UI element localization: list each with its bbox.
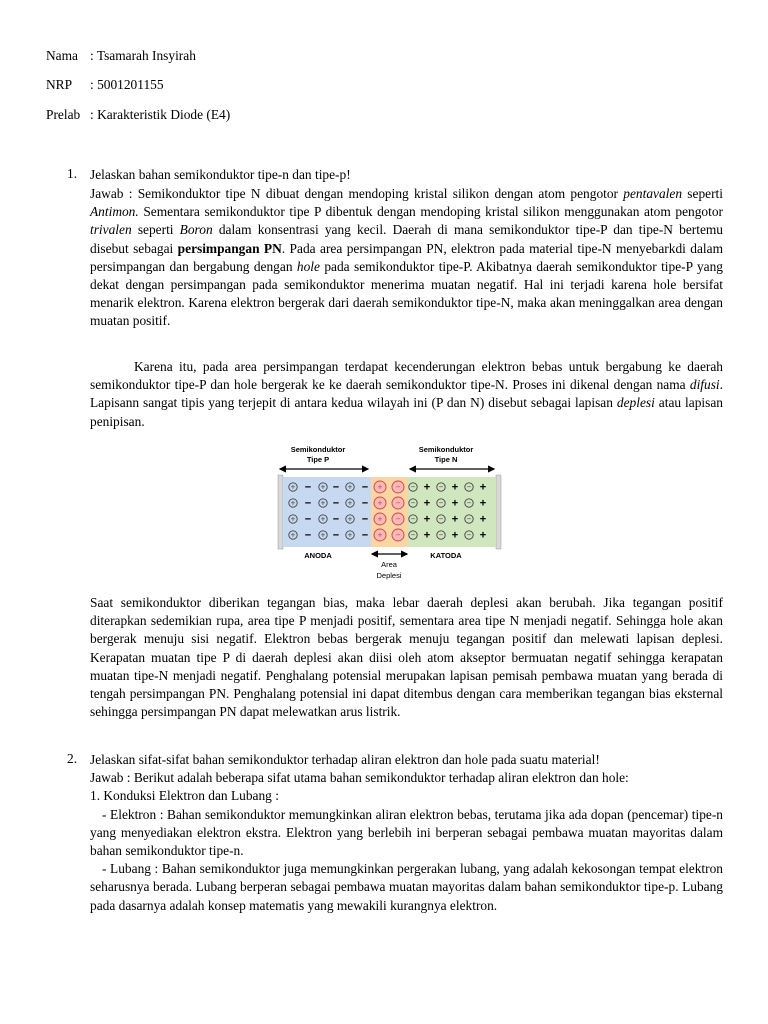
text-span: dalam konsentrasi yang kecil. Daerah di mana semikonduktor tipe-P dan tipe-N bertemu disebut sebagai — [90, 222, 723, 256]
nrp-label: NRP — [46, 77, 73, 92]
donor-ion-sign: − — [466, 514, 472, 524]
text-span: Karena itu, pada area persimpangan terdapat kecenderungan elektron bebas untuk bergabung ke daerah semikonduktor tipe-P dan hole bergerak ke ke daerah semikonduktor tipe-N. Proses ini dikenal dengan nama — [90, 359, 723, 393]
term-persimpangan-pn: persimpangan PN — [177, 240, 282, 256]
hole-minus: − — [304, 529, 312, 542]
text-span: seperti — [131, 222, 180, 238]
term-deplesi: deplesi — [616, 395, 655, 411]
area-label-line1: Area — [381, 560, 397, 569]
area-label-line2: Deplesi — [376, 571, 402, 580]
acceptor-ion-sign: + — [290, 498, 296, 508]
electron-plus: + — [451, 497, 459, 510]
acceptor-ion-sign: + — [347, 514, 353, 524]
donor-ion-sign: − — [438, 482, 444, 492]
q1-number: 1. — [67, 166, 78, 181]
electron-plus: + — [423, 497, 431, 510]
label-p-line1: Semikonduktor — [290, 445, 346, 454]
paragraph: Saat semikonduktor diberikan tegangan bias, maka lebar daerah deplesi akan berubah. Jika tegangan positif diterapkan sedemikian rupa, area tipe P menjadi positif, sementara area tipe N menjadi negatif. Sehingga hole akan bergerak menuju sisi negatif. Elektron bebas bergerak menuju tegangan positif dan melewati lapisan deplesi. Kerapatan muatan tipe P di daerah deplesi akan diisi oleh atom akseptor bermuatan negatif sehingga kerapatan muatan tipe-N menjadi negatif. Penghalang potensial merupakan lapisan pemisah pembawa muatan yang berada di tengah persimpangan PN. Penghalang potensial ini dapat ditembus dengan cara memberikan tegangan bias eksternal sehingga persimpangan PN dapat melewatkan arus listrik. — [90, 595, 723, 720]
hole-minus: − — [361, 513, 369, 526]
electron-plus: + — [479, 513, 487, 526]
electron-plus: + — [423, 529, 431, 542]
katoda-label: KATODA — [430, 551, 462, 560]
cathode-electrode — [496, 475, 501, 549]
hole-minus: − — [332, 481, 340, 494]
q2-item1: 1. Konduksi Elektron dan Lubang : — [90, 788, 279, 804]
acceptor-ion-sign: + — [320, 482, 326, 492]
depletion-negative-ion-sign: − — [395, 498, 401, 508]
prelab-line — [46, 107, 230, 123]
term-trivalen: trivalen — [90, 222, 132, 238]
acceptor-ion-sign: + — [290, 514, 296, 524]
hole-minus: − — [361, 497, 369, 510]
q2-intro: Jawab : Berikut adalah beberapa sifat utama bahan semikonduktor terhadap aliran elektron dan hole: — [90, 770, 629, 786]
term-boron: Boron — [179, 222, 213, 238]
hole-minus: − — [361, 481, 369, 494]
donor-ion-sign: − — [410, 498, 416, 508]
acceptor-ion-sign: + — [347, 530, 353, 540]
acceptor-ion-sign: + — [320, 498, 326, 508]
acceptor-ion-sign: + — [347, 482, 353, 492]
hole-minus: − — [361, 529, 369, 542]
electron-plus: + — [479, 497, 487, 510]
term-difusi: difusi — [689, 377, 720, 393]
donor-ion-sign: − — [466, 530, 472, 540]
depletion-positive-ion-sign: + — [377, 514, 383, 524]
electron-plus: + — [479, 481, 487, 494]
hole-minus: − — [304, 513, 312, 526]
prelab-label: Prelab — [46, 107, 81, 122]
donor-ion-sign: − — [438, 530, 444, 540]
donor-ion-sign: − — [410, 482, 416, 492]
nrp-value: : 5001201155 — [90, 77, 164, 92]
q2-block — [90, 751, 723, 915]
acceptor-ion-sign: + — [290, 530, 296, 540]
anode-electrode — [278, 475, 283, 549]
electron-plus: + — [451, 529, 459, 542]
text-span: Jawab : Semikonduktor tipe N dibuat dengan mendoping kristal silikon dengan atom pengotor — [90, 186, 624, 201]
donor-ion-sign: − — [410, 514, 416, 524]
text-span: . Pada area persimpangan PN, elektron pada material tipe-N menyebarkdi dalam persimpangan dan bergabung dengan — [90, 240, 724, 274]
text-span: Sementara semikonduktor tipe P dibentuk dengan mendoping kristal silikon menggunakan atom pengotor — [138, 204, 723, 220]
electron-plus: + — [451, 513, 459, 526]
term-pentavalen: pentavalen — [623, 186, 683, 201]
acceptor-ion-sign: + — [320, 530, 326, 540]
q1-answer-p2 — [90, 358, 723, 431]
donor-ion-sign: − — [466, 482, 472, 492]
hole-minus: − — [332, 497, 340, 510]
electron-plus: + — [479, 529, 487, 542]
text-span: seperti — [682, 186, 724, 201]
hole-minus: − — [304, 481, 312, 494]
depletion-negative-ion-sign: − — [395, 482, 401, 492]
donor-ion-sign: − — [438, 498, 444, 508]
text-span: pada semikonduktor tipe-P. Akibatnya daerah semikonduktor tipe-P yang dekat dengan persimpangan pada semikonduktor menerima muatan negatif. Hal ini terjadi karena hole bersifat menarik elektron. Karena elektron bergerak dari daerah semikonduktor tipe-N, maka akan meninggalkan area dengan muatan positif. — [90, 258, 723, 329]
q1-question-text: Jelaskan bahan semikonduktor tipe-n dan tipe-p! — [90, 167, 351, 182]
anoda-label: ANODA — [304, 551, 332, 560]
donor-ion-sign: − — [438, 514, 444, 524]
depletion-negative-ion-sign: − — [395, 514, 401, 524]
text-span: . Lapisann sangat tipis yang terjepit di antara kedua wilayah ini (P dan N) disebut sebagai lapisan — [90, 377, 723, 411]
q1-answer-p3 — [90, 594, 723, 721]
hole-minus: − — [332, 529, 340, 542]
prelab-value: : Karakteristik Diode (E4) — [90, 107, 231, 122]
acceptor-ion-sign: + — [290, 482, 296, 492]
q2-question-text: Jelaskan sifat-sifat bahan semikonduktor terhadap aliran elektron dan hole pada suatu material! — [90, 752, 600, 767]
q2-elektron: - Elektron : Bahan semikonduktor memungkinkan aliran elektron bebas, terutama jika ada dopan (pencemar) tipe-n yang menyediakan elektron ekstra. Elektron yang berlebih ini berperan sebagai pembawa muatan mayoritas dalam bahan semikonduktor tipe-n. — [90, 806, 723, 859]
depletion-positive-ion-sign: + — [377, 482, 383, 492]
nrp-line — [46, 77, 164, 93]
text-span: atau lapisan penipisan. — [90, 395, 723, 429]
q1-question — [90, 166, 723, 184]
donor-ion-sign: − — [410, 530, 416, 540]
q2-number: 2. — [67, 751, 78, 766]
acceptor-ion-sign: + — [320, 514, 326, 524]
label-n-line1: Semikonduktor — [418, 445, 474, 454]
name-value: : Tsamarah Insyirah — [90, 48, 196, 63]
label-n-line2: Tipe N — [434, 455, 458, 464]
electron-plus: + — [423, 481, 431, 494]
hole-minus: − — [332, 513, 340, 526]
hole-minus: − — [304, 497, 312, 510]
name-label: Nama — [46, 48, 78, 63]
q2-lubang: - Lubang : Bahan semikonduktor juga memungkinkan pergerakan lubang, yang adalah kekosongan tempat elektron seharusnya berada. Lubang berperan sebagai pembawa muatan mayoritas dalam bahan semikonduktor tipe-p. Lubang pada dasarnya adalah konsep matematis yang mewakili kurangnya elektron. — [90, 861, 723, 913]
electron-plus: + — [451, 481, 459, 494]
term-antimon: Antimon. — [90, 204, 139, 220]
acceptor-ion-sign: + — [347, 498, 353, 508]
donor-ion-sign: − — [466, 498, 472, 508]
term-hole: hole — [296, 258, 320, 274]
pn-junction-diagram — [270, 443, 510, 583]
name-line — [46, 48, 196, 64]
depletion-negative-ion-sign: − — [395, 530, 401, 540]
depletion-positive-ion-sign: + — [377, 530, 383, 540]
q1-answer-p1 — [90, 185, 723, 331]
label-p-line2: Tipe P — [306, 455, 330, 464]
depletion-positive-ion-sign: + — [377, 498, 383, 508]
electron-plus: + — [423, 513, 431, 526]
